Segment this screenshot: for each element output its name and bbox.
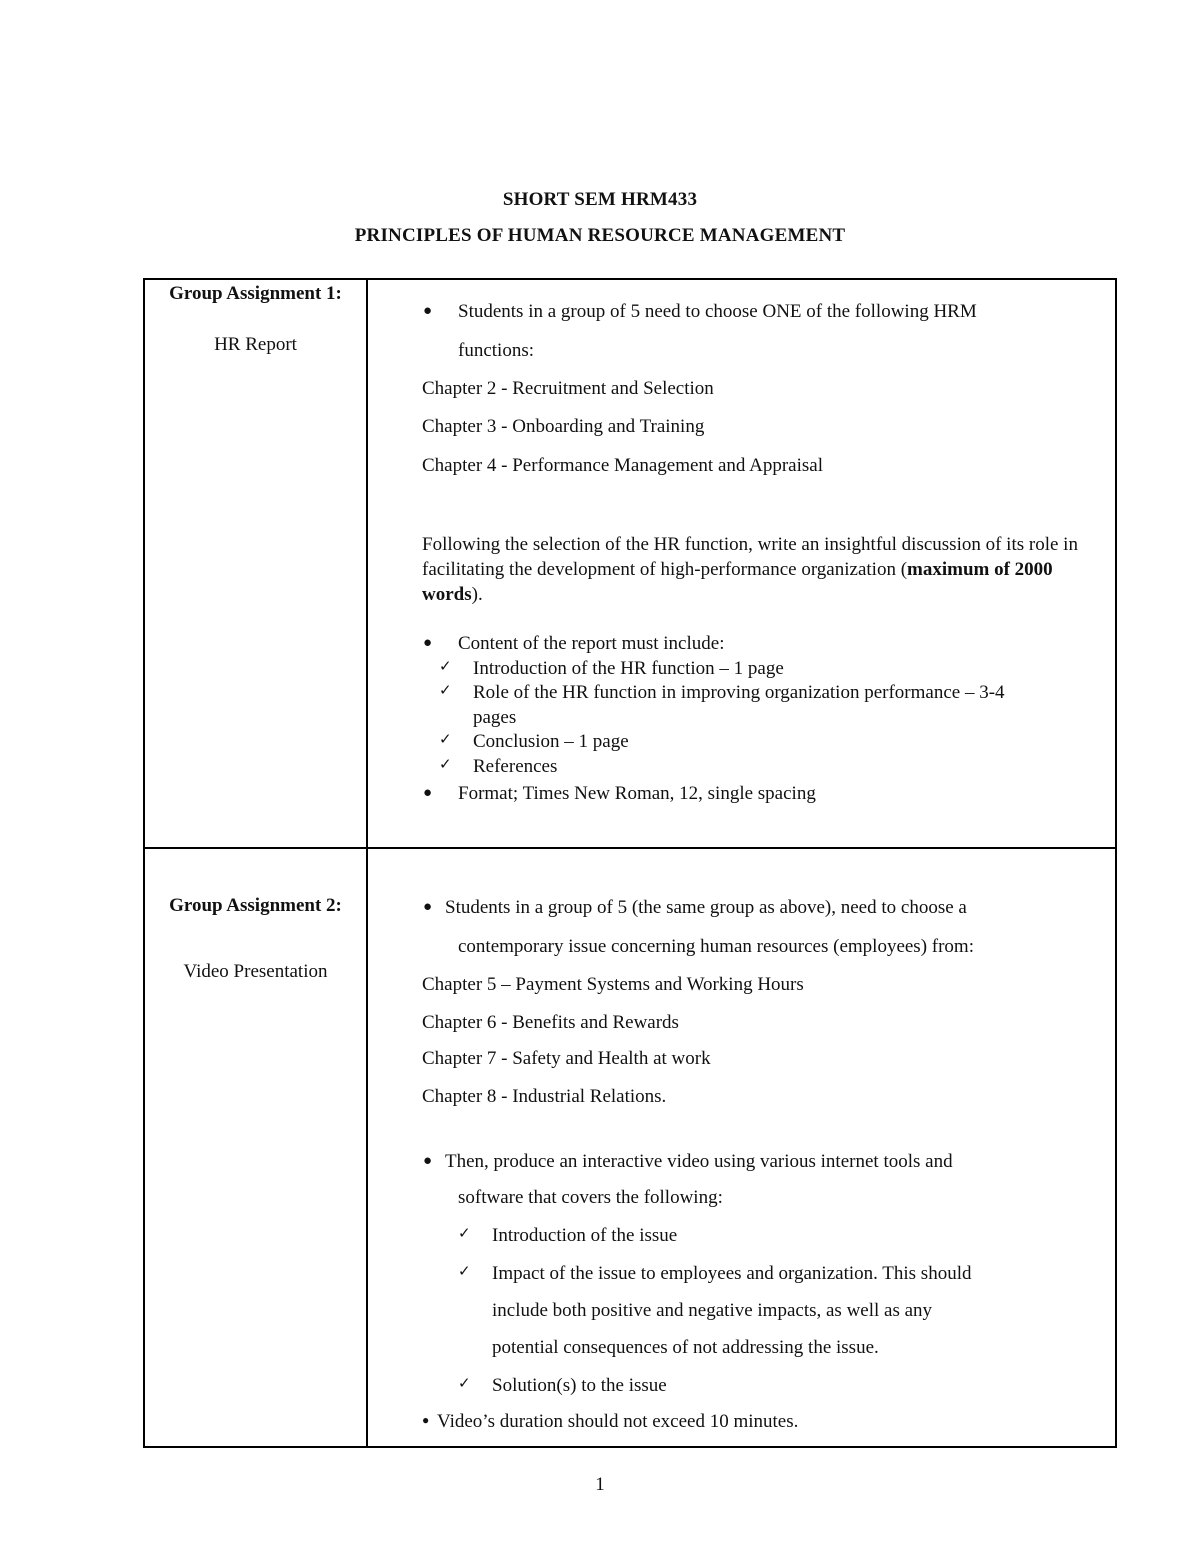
discussion-end: ). [471, 584, 483, 605]
check-icon: ✓ [458, 1262, 471, 1280]
word-limit: maximum of 2000 words [422, 559, 1053, 605]
bullet-icon: ● [423, 785, 433, 801]
table-row-divider [145, 847, 1115, 849]
assignment2-intro-line2: contemporary issue concerning human resources (employees) from: [458, 936, 974, 957]
check-icon: ✓ [439, 730, 452, 748]
assignment1-chapter: Chapter 2 - Recruitment and Selection [422, 378, 714, 399]
content-item: References [473, 756, 558, 777]
content-item: Role of the HR function in improving organization performance – 3-4 [473, 682, 1005, 703]
assignment1-chapter: Chapter 4 - Performance Management and Appraisal [422, 455, 823, 476]
content-item-continued: pages [473, 707, 517, 728]
bullet-icon: ● [423, 635, 433, 651]
video-item: Solution(s) to the issue [492, 1375, 667, 1396]
document-subtitle: PRINCIPLES OF HUMAN RESOURCE MANAGEMENT [354, 225, 846, 246]
video-item-continued: potential consequences of not addressing the issue. [492, 1337, 879, 1358]
check-icon: ✓ [439, 755, 452, 773]
bullet-icon: ● [422, 1413, 430, 1427]
assignment1-type: HR Report [214, 334, 297, 355]
video-task-line1: Then, produce an interactive video using various internet tools and [445, 1151, 953, 1172]
page-number: 1 [595, 1474, 605, 1495]
check-icon: ✓ [439, 657, 452, 675]
bullet-icon: ● [423, 303, 433, 319]
table-column-divider [366, 280, 368, 1446]
assignment1-chapter: Chapter 3 - Onboarding and Training [422, 416, 705, 437]
video-item: Introduction of the issue [492, 1225, 678, 1246]
assignment1-intro-line1: Students in a group of 5 need to choose ONE of the following HRM [458, 301, 977, 322]
video-duration: Video’s duration should not exceed 10 minutes. [437, 1411, 799, 1432]
assignment2-chapter: Chapter 5 – Payment Systems and Working Hours [422, 974, 804, 995]
content-item: Conclusion – 1 page [473, 731, 629, 752]
assignment1-intro-line2: functions: [458, 340, 534, 361]
assignment1-discussion [422, 532, 1112, 607]
content-item: Introduction of the HR function – 1 page [473, 658, 784, 679]
assignment-table [143, 278, 1117, 1448]
assignment2-heading: Group Assignment 2: [169, 895, 342, 916]
assignment2-chapter: Chapter 7 - Safety and Health at work [422, 1048, 711, 1069]
check-icon: ✓ [439, 681, 452, 699]
assignment2-chapter: Chapter 8 - Industrial Relations. [422, 1086, 667, 1107]
content-heading: Content of the report must include: [458, 633, 725, 654]
assignment2-chapter: Chapter 6 - Benefits and Rewards [422, 1012, 679, 1033]
bullet-icon: ● [423, 1153, 433, 1169]
assignment2-type: Video Presentation [183, 961, 328, 982]
video-item-continued: include both positive and negative impacts, as well as any [492, 1300, 933, 1321]
assignment1-heading: Group Assignment 1: [169, 283, 342, 304]
discussion-text: Following the selection of the HR function, write an insightful discussion of its role in facilitating the development of high-performance organization ( [422, 534, 1078, 580]
assignment2-intro-line1: Students in a group of 5 (the same group as above), need to choose a [445, 897, 967, 918]
video-task-line2: software that covers the following: [458, 1187, 723, 1208]
format-requirement: Format; Times New Roman, 12, single spacing [458, 783, 816, 804]
check-icon: ✓ [458, 1224, 471, 1242]
check-icon: ✓ [458, 1374, 471, 1392]
bullet-icon: ● [423, 899, 433, 915]
video-item: Impact of the issue to employees and organization. This should [492, 1263, 972, 1284]
document-title: SHORT SEM HRM433 [502, 189, 698, 210]
